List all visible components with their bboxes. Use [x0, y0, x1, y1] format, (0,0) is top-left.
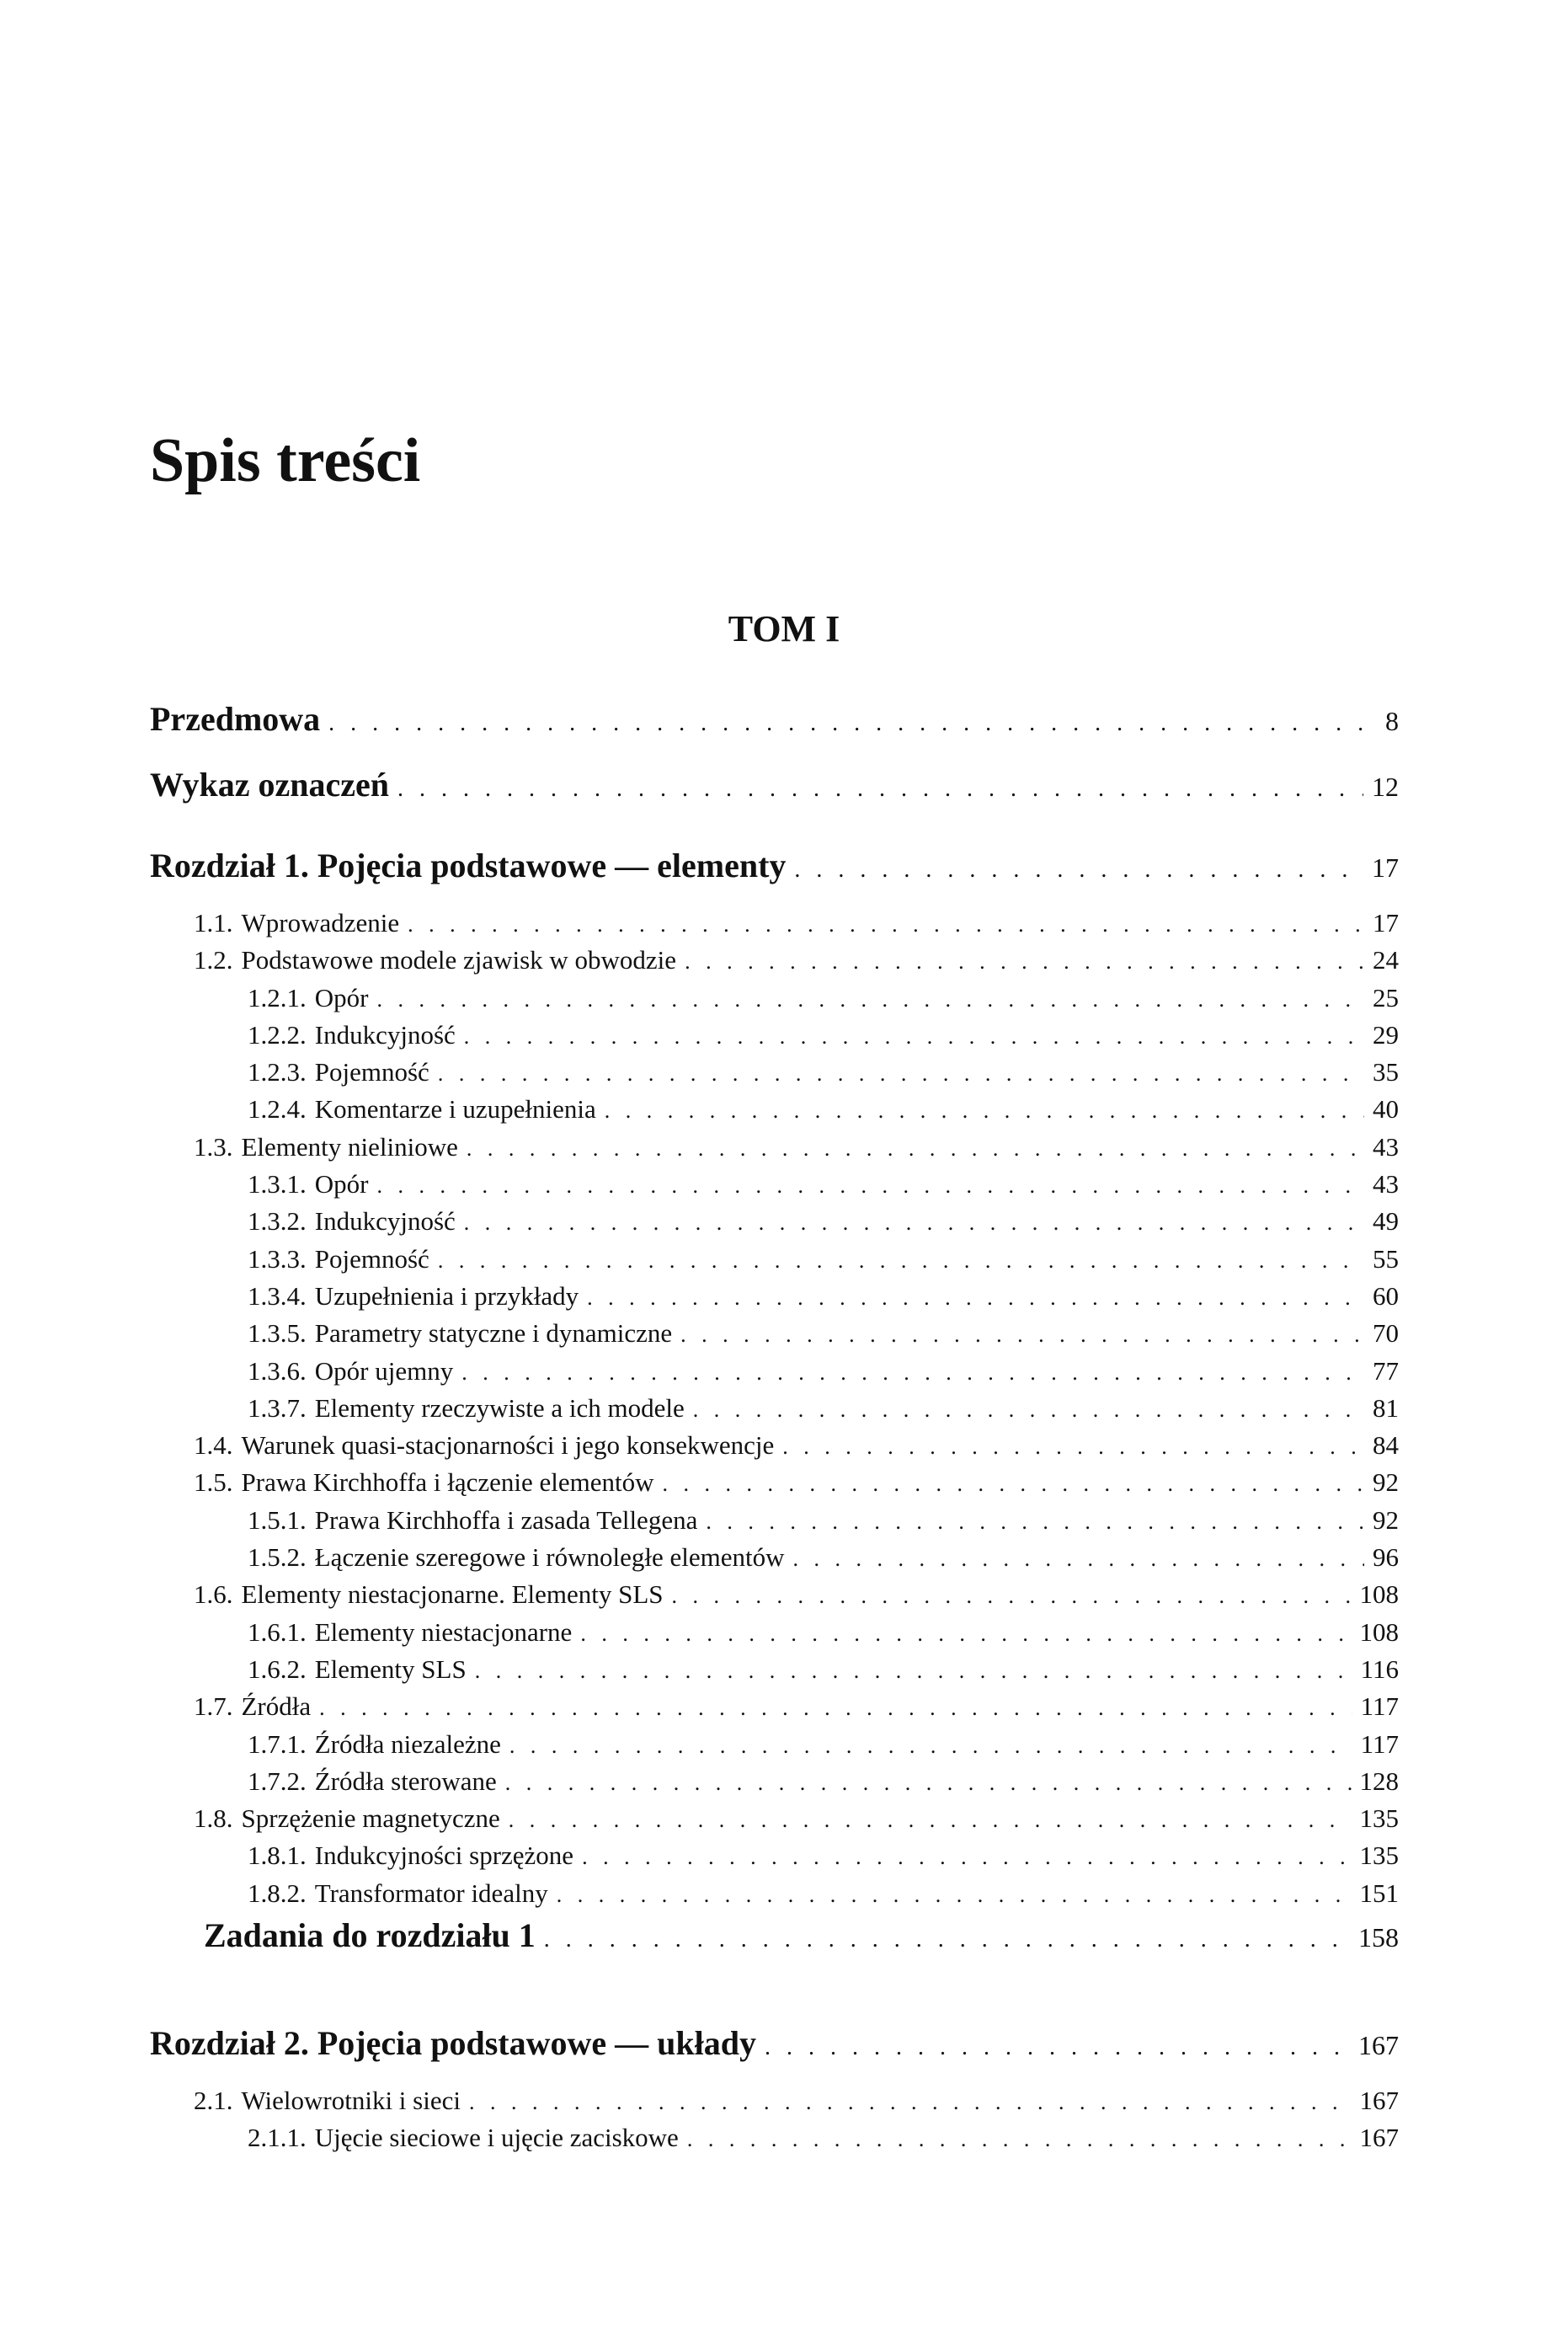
toc-entry-label — [248, 1726, 501, 1763]
dot-leader — [685, 943, 1364, 979]
section-title: Źródła — [241, 1691, 312, 1722]
section-title: Elementy niestacjonarne. Elementy SLS — [241, 1579, 664, 1610]
toc-entry-symbols — [150, 765, 1399, 805]
section-title: Opór — [314, 1169, 369, 1199]
section-title: Pojemność — [314, 1243, 429, 1274]
chapter-title: Rozdział 2. Pojęcia podstawowe — układy — [150, 2024, 756, 2063]
toc-page-number: 24 — [1373, 945, 1399, 975]
toc-entry — [150, 1614, 1399, 1651]
toc-entry — [150, 1837, 1399, 1874]
toc-page-number: 116 — [1360, 1653, 1399, 1684]
section-number: 1.7.2. — [248, 1766, 307, 1796]
toc-page-number: 43 — [1373, 1169, 1399, 1199]
toc-page-number: 40 — [1373, 1094, 1399, 1125]
dot-leader — [587, 1280, 1364, 1315]
dot-leader — [509, 1728, 1352, 1763]
toc-entry-label — [248, 980, 368, 1017]
dot-leader — [461, 1354, 1364, 1390]
toc-page-number: 128 — [1359, 1766, 1399, 1796]
dot-leader — [438, 1242, 1364, 1278]
toc-page-number: 55 — [1373, 1243, 1399, 1274]
toc-entry-label — [248, 1837, 573, 1874]
toc-entry — [150, 1576, 1399, 1613]
section-number: 1.2.1. — [248, 982, 307, 1012]
section-title: Komentarze i uzupełnienia — [314, 1094, 596, 1125]
section-title: Elementy nieliniowe — [241, 1131, 458, 1162]
dot-leader — [509, 1802, 1352, 1837]
dot-leader — [376, 981, 1364, 1017]
section-number: 1.3.7. — [248, 1392, 307, 1423]
toc-entry-label — [248, 2119, 679, 2156]
toc-page-number: 108 — [1359, 1579, 1399, 1610]
toc-entry — [150, 1726, 1399, 1763]
section-number: 1.2.2. — [248, 1019, 307, 1050]
toc-entry — [150, 1017, 1399, 1054]
toc-page-number: 84 — [1373, 1430, 1399, 1461]
section-number: 1.2. — [194, 945, 233, 975]
toc-page-number: 108 — [1359, 1616, 1399, 1647]
dot-leader — [680, 1317, 1364, 1352]
section-number: 1.8.2. — [248, 1878, 307, 1908]
section-title: Indukcyjności sprzężone — [314, 1840, 574, 1871]
dot-leader — [792, 1541, 1364, 1576]
dot-leader — [376, 1167, 1364, 1203]
toc-entry-label — [248, 1203, 456, 1240]
toc-chapter-2 — [150, 2023, 1399, 2064]
toc-page-number: 17 — [1372, 852, 1399, 883]
dot-leader — [580, 1616, 1351, 1651]
toc-entry-label — [248, 1614, 572, 1651]
toc-entry-label — [194, 942, 676, 979]
section-number: 1.3.1. — [248, 1169, 307, 1199]
section-number: 1.2.3. — [248, 1057, 307, 1087]
toc-page-number: 29 — [1373, 1019, 1399, 1050]
dot-leader — [687, 2121, 1352, 2156]
section-title: Wprowadzenie — [241, 908, 400, 938]
toc-page-number: 77 — [1373, 1355, 1399, 1386]
toc-entry-label — [194, 1129, 458, 1166]
dot-leader — [544, 1916, 1350, 1959]
section-title: Opór ujemny — [314, 1355, 454, 1386]
toc-page-number: 70 — [1373, 1318, 1399, 1349]
dot-leader — [469, 2084, 1352, 2119]
toc-entry — [150, 1464, 1399, 1501]
toc-page-number: 12 — [1372, 772, 1399, 802]
toc-entry — [150, 1166, 1399, 1203]
toc-entry — [150, 980, 1399, 1017]
section-title: Opór — [314, 982, 369, 1012]
table-of-contents — [150, 699, 1399, 2157]
section-title: Prawa Kirchhoffa i zasada Tellegena — [314, 1504, 698, 1535]
section-number: 1.5. — [194, 1467, 233, 1498]
dot-leader — [782, 1429, 1364, 1464]
section-number: 1.3. — [194, 1131, 233, 1162]
section-number: 1.3.6. — [248, 1355, 307, 1386]
dot-leader — [663, 1466, 1364, 1501]
toc-entry-label — [248, 1651, 467, 1688]
toc-entry-label — [194, 1800, 500, 1837]
toc-page-number: 35 — [1373, 1057, 1399, 1087]
dot-leader — [467, 1130, 1364, 1166]
toc-entry-title: Przedmowa — [150, 700, 321, 738]
section-title: Indukcyjność — [314, 1206, 456, 1237]
dot-leader — [319, 1690, 1352, 1725]
toc-entry — [150, 1278, 1399, 1315]
dot-leader — [706, 1504, 1364, 1539]
section-title: Indukcyjność — [314, 1019, 456, 1050]
toc-page-number: 92 — [1373, 1504, 1399, 1535]
toc-page-number: 135 — [1359, 1840, 1399, 1871]
toc-chapter-1-tasks — [150, 1912, 1399, 1959]
toc-entry — [150, 1763, 1399, 1800]
section-title: Sprzężenie magnetyczne — [241, 1803, 500, 1834]
volume-title: TOM I — [728, 608, 840, 649]
toc-entry — [150, 2082, 1399, 2119]
toc-page-number: 8 — [1385, 706, 1399, 736]
toc-page-number: 167 — [1359, 2123, 1399, 2153]
toc-entry-label — [248, 1241, 429, 1278]
dot-leader — [408, 906, 1364, 942]
toc-entry-label — [194, 905, 399, 942]
toc-entry-label — [194, 1464, 654, 1501]
section-title: Elementy rzeczywiste a ich modele — [314, 1392, 685, 1423]
toc-entry-label — [194, 1688, 311, 1725]
dot-leader — [397, 769, 1363, 805]
toc-page-number: 43 — [1373, 1131, 1399, 1162]
chapter-2-entries — [150, 2082, 1399, 2157]
section-number: 1.6.2. — [248, 1653, 307, 1684]
dot-leader — [605, 1093, 1364, 1128]
section-number: 1.3.3. — [248, 1243, 307, 1274]
section-title: Łączenie szeregowe i równoległe elementów — [314, 1542, 785, 1573]
section-title: Źródła niezależne — [314, 1728, 501, 1759]
dot-leader — [438, 1055, 1364, 1091]
section-title: Elementy SLS — [314, 1653, 467, 1684]
tasks-title: Zadania do rozdziału 1 — [204, 1916, 536, 1955]
dot-leader — [328, 703, 1377, 740]
section-title: Pojemność — [314, 1057, 429, 1087]
toc-entry-label — [194, 2082, 461, 2119]
section-title: Prawa Kirchhoffa i łączenie elementów — [241, 1467, 654, 1498]
toc-entry — [150, 1054, 1399, 1091]
toc-entry-label — [248, 1539, 784, 1576]
chapter-1-entries — [150, 905, 1399, 1912]
section-number: 1.3.5. — [248, 1318, 307, 1349]
toc-page-number: 151 — [1359, 1878, 1399, 1908]
dot-leader — [794, 850, 1363, 886]
dot-leader — [557, 1877, 1352, 1912]
section-number: 1.1. — [194, 908, 233, 938]
section-title: Podstawowe modele zjawisk w obwodzie — [241, 945, 677, 975]
dot-leader — [464, 1018, 1364, 1054]
section-number: 1.3.4. — [248, 1280, 307, 1311]
toc-entry-label — [248, 1278, 579, 1315]
toc-page-number: 135 — [1359, 1803, 1399, 1834]
toc-entry-label — [248, 1315, 672, 1352]
toc-entry-label — [248, 1763, 497, 1800]
toc-page-number: 60 — [1373, 1280, 1399, 1311]
toc-entry — [150, 1091, 1399, 1128]
toc-page-number: 117 — [1360, 1728, 1399, 1759]
toc-page-number: 17 — [1373, 908, 1399, 938]
toc-entry-label — [248, 1390, 685, 1427]
section-number: 1.7.1. — [248, 1728, 307, 1759]
section-number: 1.8.1. — [248, 1840, 307, 1871]
toc-entry-label — [248, 1502, 697, 1539]
toc-entry-label — [248, 1353, 453, 1390]
toc-page-number: 49 — [1373, 1206, 1399, 1237]
toc-entry — [150, 2119, 1399, 2156]
section-number: 1.3.2. — [248, 1206, 307, 1237]
dot-leader — [765, 2027, 1350, 2064]
toc-page-number: 117 — [1360, 1691, 1399, 1722]
toc-entry — [150, 1502, 1399, 1539]
toc-entry-title: Wykaz oznaczeń — [150, 766, 390, 804]
page-title: Spis treści — [150, 426, 421, 495]
section-title: Uzupełnienia i przykłady — [314, 1280, 579, 1311]
toc-entry — [150, 1353, 1399, 1390]
dot-leader — [475, 1653, 1352, 1688]
section-title: Źródła sterowane — [314, 1766, 497, 1796]
section-number: 1.5.2. — [248, 1542, 307, 1573]
dot-leader — [464, 1205, 1364, 1240]
toc-entry — [150, 1390, 1399, 1427]
section-title: Ujęcie sieciowe i ujęcie zaciskowe — [314, 2123, 679, 2153]
toc-entry — [150, 1427, 1399, 1464]
section-number: 2.1.1. — [248, 2123, 307, 2153]
section-number: 1.2.4. — [248, 1094, 307, 1125]
toc-page-number: 81 — [1373, 1392, 1399, 1423]
section-title: Warunek quasi-stacjonarności i jego konsekwencje — [241, 1430, 775, 1461]
section-title: Elementy niestacjonarne — [314, 1616, 573, 1647]
dot-leader — [672, 1578, 1352, 1613]
section-number: 1.8. — [194, 1803, 233, 1834]
toc-page-number: 167 — [1359, 2086, 1399, 2116]
toc-entry — [150, 942, 1399, 979]
section-title: Parametry statyczne i dynamiczne — [314, 1318, 673, 1349]
toc-entry — [150, 1875, 1399, 1912]
dot-leader — [693, 1392, 1364, 1427]
section-number: 1.6. — [194, 1579, 233, 1610]
toc-entry-preface — [150, 699, 1399, 740]
chapter-title: Rozdział 1. Pojęcia podstawowe — elementy — [150, 847, 787, 884]
toc-page-number: 96 — [1373, 1542, 1399, 1573]
toc-entry-label — [248, 1875, 548, 1912]
toc-entry — [150, 1129, 1399, 1166]
toc-entry — [150, 1688, 1399, 1725]
toc-entry — [150, 1241, 1399, 1278]
toc-page-number: 92 — [1373, 1467, 1399, 1498]
toc-page-number: 25 — [1373, 982, 1399, 1012]
section-number: 1.4. — [194, 1430, 233, 1461]
section-number: 1.5.1. — [248, 1504, 307, 1535]
toc-entry-label — [194, 1427, 774, 1464]
toc-entry — [150, 1651, 1399, 1688]
toc-entry — [150, 1315, 1399, 1352]
toc-entry-label — [248, 1054, 429, 1091]
toc-entry — [150, 1203, 1399, 1240]
toc-entry — [150, 1800, 1399, 1837]
toc-entry — [150, 1539, 1399, 1576]
dot-leader — [505, 1765, 1352, 1800]
toc-page-number: 167 — [1358, 2030, 1399, 2061]
toc-entry-label — [248, 1017, 456, 1054]
section-title: Transformator idealny — [314, 1878, 548, 1908]
section-title: Wielowrotniki i sieci — [241, 2086, 461, 2116]
toc-entry-label — [194, 1576, 664, 1613]
toc-entry-label — [248, 1166, 368, 1203]
toc-entry — [150, 905, 1399, 942]
section-number: 1.6.1. — [248, 1616, 307, 1647]
section-number: 1.7. — [194, 1691, 233, 1722]
toc-entry-label — [248, 1091, 596, 1128]
toc-chapter-1 — [150, 846, 1399, 886]
toc-page-number: 158 — [1358, 1922, 1399, 1953]
dot-leader — [582, 1839, 1351, 1874]
section-number: 2.1. — [194, 2086, 233, 2116]
